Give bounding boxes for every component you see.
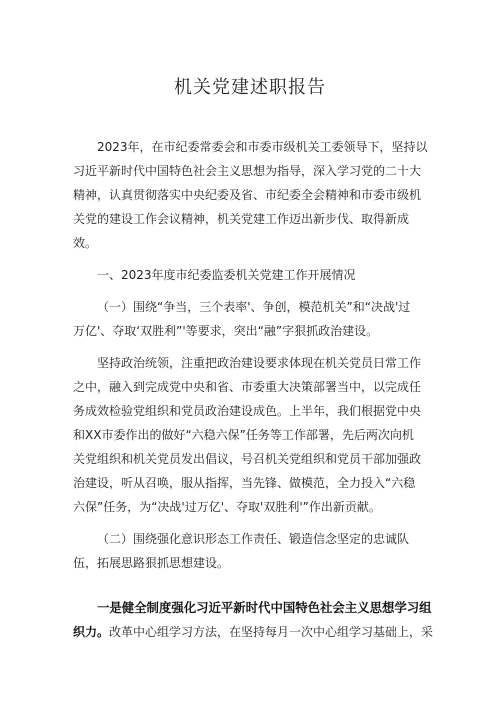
paragraph-line: 效。	[73, 236, 98, 250]
subsection-heading: 伍，拓展思路狠抓思想建设。	[73, 556, 230, 570]
paragraph-line: 治建设，听从召唤，服从指挥，当先锋、做模范，全力投入“六稳	[73, 476, 416, 490]
paragraph-line-mixed	[73, 624, 433, 640]
document-title: 机关党建述职报告	[174, 77, 326, 98]
paragraph-line: 务成效检验党组织和党员政治建设成色。上半年，我们根据党中央	[73, 404, 422, 418]
subsection-heading: （二）围绕强化意识形态工作责任、锻造信念坚定的忠诚队	[97, 532, 410, 546]
paragraph-line: 之中，融入到完成党中央和省、市委重大决策部署当中，以完成任	[73, 380, 422, 394]
section-heading: 一、2023年度市纪委监委机关党建工作开展情况	[97, 268, 356, 282]
bold-point-line: 一是健全制度强化习近平新时代中国特色社会主义思想学习组	[97, 600, 432, 615]
subsection-heading: 万亿'、夺取‘双胜利”'等要求，突出“融”字狠抓政治建设。	[73, 324, 379, 338]
paragraph-line: 2023年，在市纪委常委会和市委市级机关工委领导下，坚持以	[97, 140, 428, 154]
paragraph-text: 改革中心组学习方法，在坚持每月一次中心组学习基础上，采	[109, 625, 434, 639]
subsection-heading: （一）围绕“争当，三个表率'、争创，模范机关”和“决战'过	[97, 300, 411, 314]
paragraph-line: 关党组织和机关党员发出倡议，号召机关党组织和党员干部加强政	[73, 452, 422, 466]
bold-point-end: 织力。	[73, 625, 110, 639]
paragraph-line: 关党的建设工作会议精神，机关党建工作迈出新步伐、取得新成	[73, 212, 410, 226]
paragraph-line: 坚持政治统领，注重把政治建设要求体现在机关党员日常工作	[97, 356, 422, 370]
paragraph-line: 和XX市委作出的做好“六稳六保”任务等工作部署，先后两次向机	[73, 428, 414, 442]
paragraph-line: 精神，认真贯彻落实中央纪委及省、市纪委全会精神和市委市级机	[73, 188, 422, 202]
paragraph-line: 六保”任务，为“决战'过万亿'、夺取'双胜利'”作出新贡献。	[73, 500, 381, 514]
paragraph-line: 习近平新时代中国特色社会主义思想为指导，深入学习党的二十大	[73, 164, 422, 178]
